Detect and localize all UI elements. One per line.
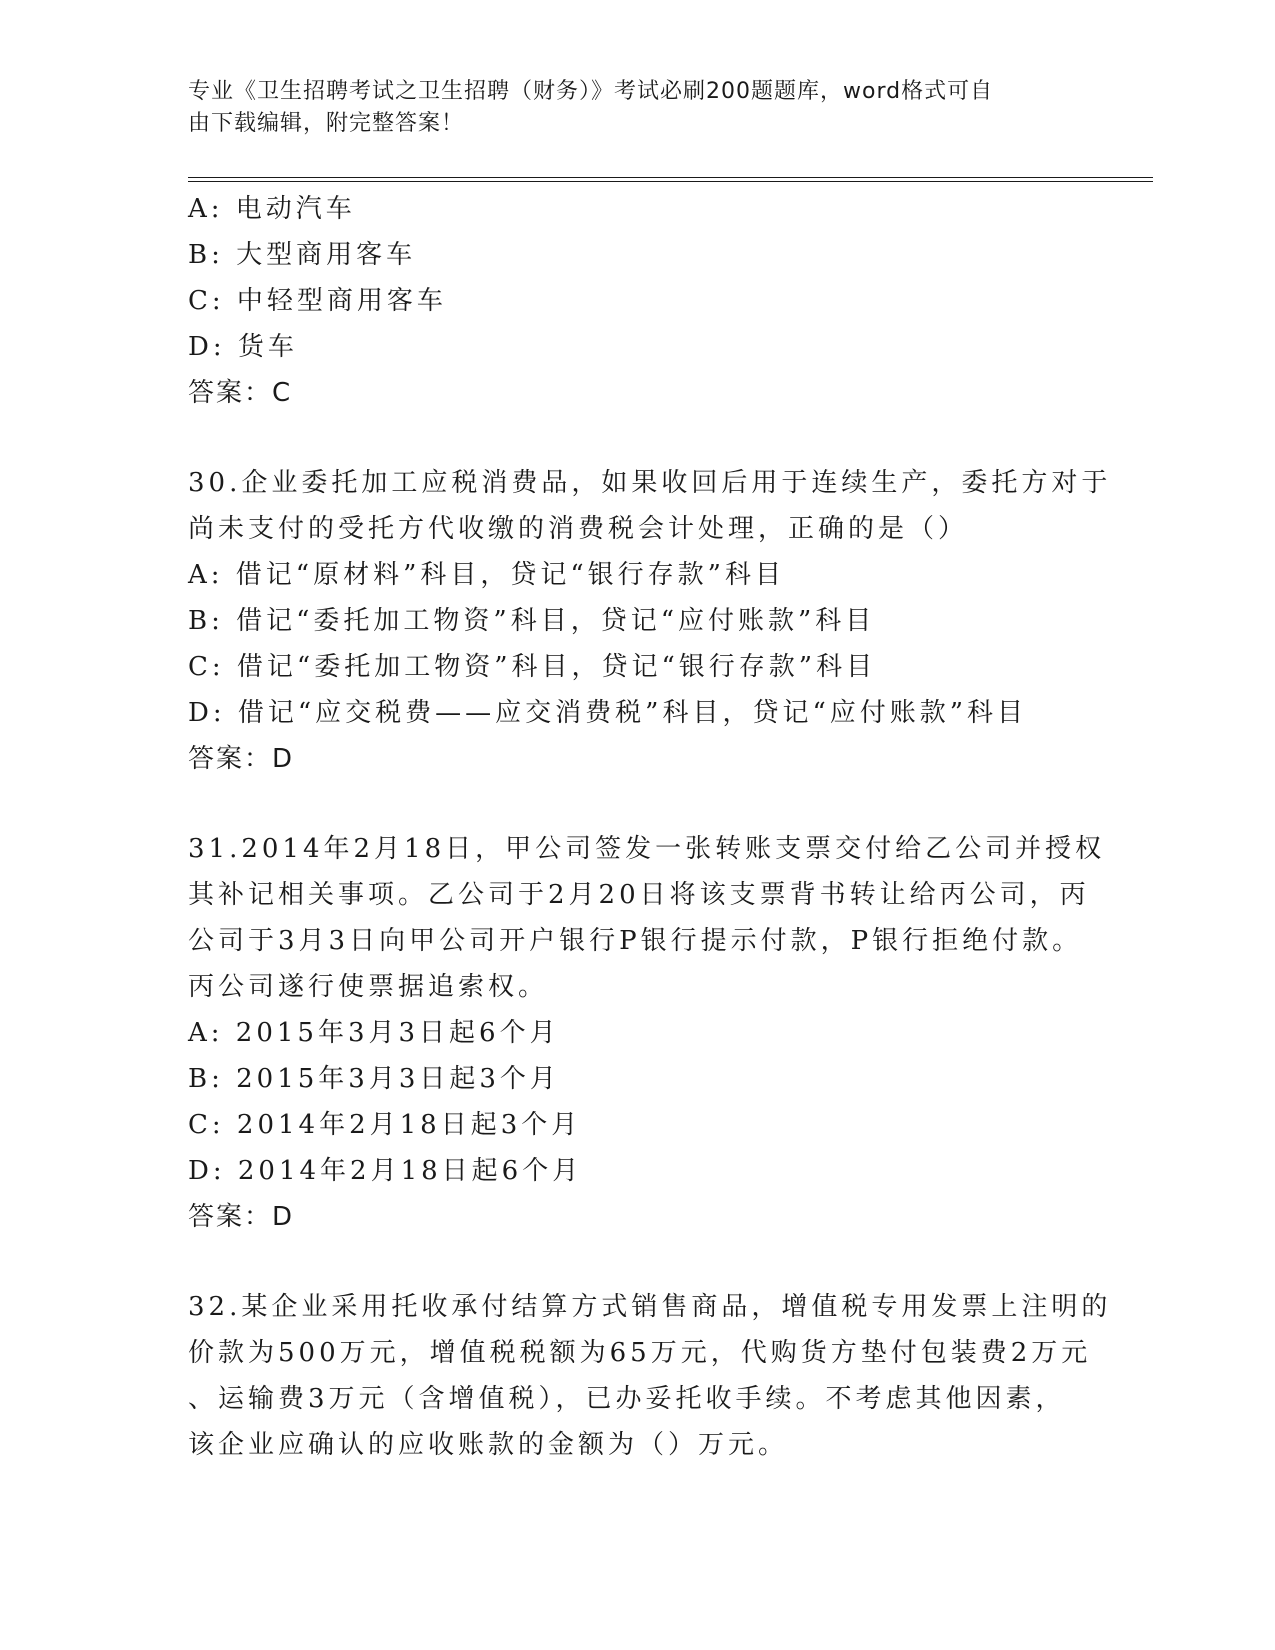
question-stem-line: 该企业应确认的应收账款的金额为（）万元。 [188, 1430, 789, 1460]
answer-line: 答案：D [188, 1202, 295, 1232]
question-stem-line: 32.某企业采用托收承付结算方式销售商品，增值税专用发票上注明的 [188, 1292, 1112, 1322]
question-block-32 [188, 1284, 1112, 1468]
option-a: A: 电动汽车 [188, 194, 356, 224]
question-list [188, 186, 1112, 1468]
question-stem-line: 丙公司遂行使票据追索权。 [188, 972, 549, 1002]
question-stem-line: 31.2014年2月18日，甲公司签发一张转账支票交付给乙公司并授权 [188, 834, 1106, 864]
spacer [188, 416, 1088, 460]
question-stem-line: 其补记相关事项。乙公司于2月20日将该支票背书转让给丙公司，丙 [188, 880, 1090, 910]
option-c: C: 2014年2月18日起3个月 [188, 1110, 582, 1140]
document-header [188, 76, 1068, 140]
option-b: B: 2015年3月3日起3个月 [188, 1064, 560, 1094]
option-d: D: 借记“应交税费——应交消费税”科目，贷记“应付账款”科目 [188, 698, 1028, 728]
question-stem-line: 公司于3月3日向甲公司开户银行P银行提示付款，P银行拒绝付款。 [188, 926, 1083, 956]
question-block-29 [188, 186, 1088, 416]
spacer [188, 782, 1088, 826]
option-a: A: 2015年3月3日起6个月 [188, 1018, 560, 1048]
answer-line: 答案：D [188, 744, 295, 774]
option-d: D: 货车 [188, 332, 298, 362]
header-line-1: 专业《卫生招聘考试之卫生招聘（财务）》考试必刷200题题库，word格式可自 [188, 79, 994, 104]
question-stem-line: 价款为500万元，增值税税额为65万元，代购货方垫付包装费2万元 [188, 1338, 1092, 1368]
answer-line: 答案：C [188, 378, 293, 408]
spacer [188, 1240, 1088, 1284]
question-block-31 [188, 826, 1106, 1240]
header-line-2: 由下载编辑，附完整答案！ [188, 111, 465, 136]
question-stem-line: 尚未支付的受托方代收缴的消费税会计处理，正确的是（） [188, 514, 969, 544]
option-a: A: 借记“原材料”科目，贷记“银行存款”科目 [188, 560, 785, 590]
option-b: B: 借记“委托加工物资”科目，贷记“应付账款”科目 [188, 606, 876, 636]
question-stem-line: 、运输费3万元（含增值税），已办妥托收手续。不考虑其他因素， [188, 1384, 1066, 1414]
option-d: D: 2014年2月18日起6个月 [188, 1156, 583, 1186]
question-stem-line: 30.企业委托加工应税消费品，如果收回后用于连续生产，委托方对于 [188, 468, 1112, 498]
option-c: C: 借记“委托加工物资”科目，贷记“银行存款”科目 [188, 652, 877, 682]
header-divider [188, 177, 1153, 182]
option-c: C: 中轻型商用客车 [188, 286, 447, 316]
option-b: B: 大型商用客车 [188, 240, 417, 270]
question-block-30 [188, 460, 1112, 782]
